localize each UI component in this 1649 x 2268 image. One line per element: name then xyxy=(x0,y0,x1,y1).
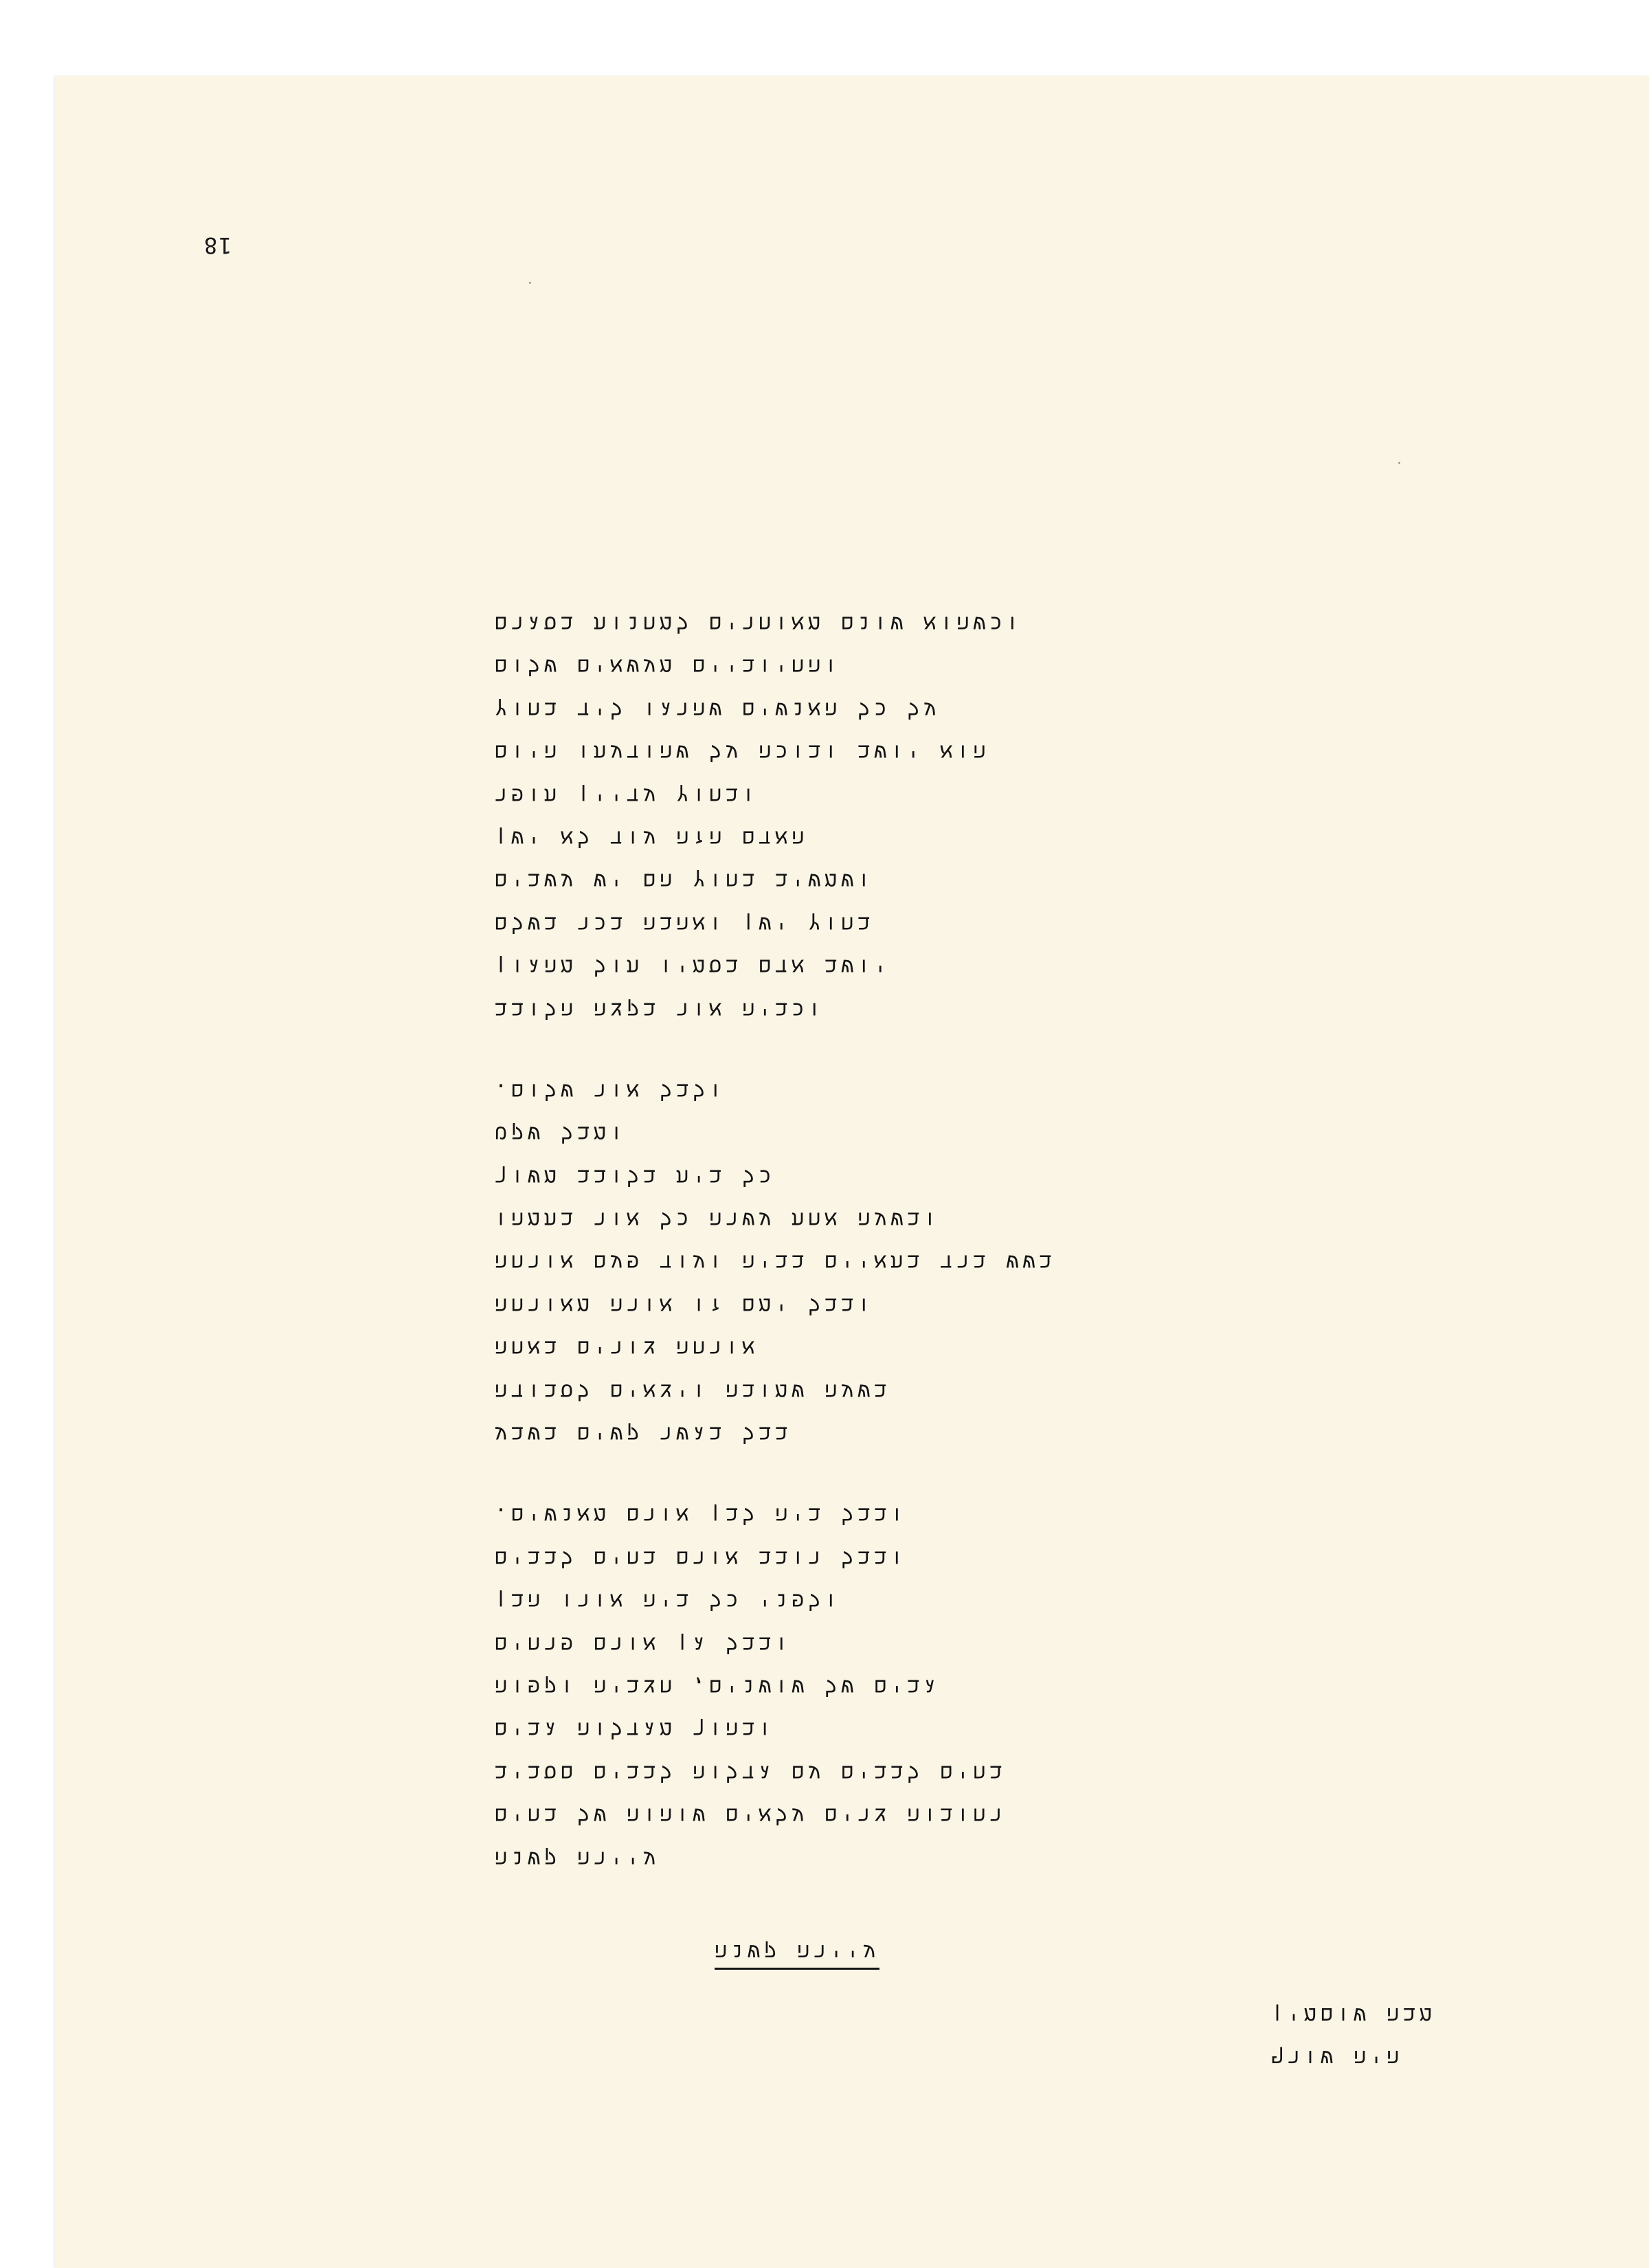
poem-line: ולבל אור שלום. xyxy=(495,1078,726,1103)
signature-line-1: מבה שוםמין xyxy=(1271,2003,1437,2027)
paper-sheet xyxy=(55,76,1649,2268)
poem-stanza xyxy=(495,1069,1168,1455)
poem-line: הוא יושב ובוכה על שהודעתו היום xyxy=(495,740,990,764)
page-number: 18 xyxy=(203,232,232,258)
poem-line: בבל בגשר קשים בשבע xyxy=(495,1421,792,1446)
poem-line: בחוץ ישן ואהבה בכר בשלם xyxy=(495,911,875,936)
poem-line: והחיוביים מעשאים שלום xyxy=(495,654,842,678)
poem-line: ובבל רובב אורם בחים לבבים xyxy=(495,1546,908,1570)
poem-line: האדם הזה עוד לא ישן xyxy=(495,825,809,850)
paper-speck xyxy=(1398,462,1400,464)
poem-line: בחים לבבים עם גדלוה לבבים םסביב xyxy=(495,1760,1007,1785)
poem-line: וכביה אור בקצה הלובב xyxy=(495,997,825,1021)
poem-line: עיירה קשנה xyxy=(495,1845,660,1870)
signature-block xyxy=(1271,1993,1436,2078)
poem-line: ושמשיב בחוץ הם יש עשבים xyxy=(495,868,875,893)
poem-line: רחובוה צרים עלאים שוהוה של בחים xyxy=(495,1803,1007,1827)
poem-line: גבים של שושנים, חצביה וקפוה xyxy=(495,1674,941,1699)
poem-line: בשעה שמובה ויצאים לסבודה xyxy=(495,1379,891,1403)
poem-subtitle: עיירה קשנה xyxy=(715,1938,879,1970)
poem-line: ובשעה אחת עשרה כל אור בתמהו xyxy=(495,1207,941,1232)
signature-line-2: היה שורף xyxy=(1271,2045,1404,2069)
poem-line: וכשהוא שונם מאוחרים למחנות בסגרם xyxy=(495,611,1023,636)
poem-line: על כל האנשים שהרגו ליד בחוץ xyxy=(495,697,941,722)
poem-line: ומבל שקט xyxy=(495,1121,627,1146)
poem-line: בשש ברד בתאיים בביה ועוד פעם אורחה xyxy=(495,1249,1056,1274)
poem-body xyxy=(495,601,1168,1917)
paper-speck xyxy=(529,282,531,284)
poem-line: ובחוץ עדיין תופר xyxy=(495,782,759,807)
poem-stanza xyxy=(495,601,1168,1030)
poem-line: יושב אדם בסמיו תול מהגון xyxy=(495,954,891,979)
poem-line: ובבל ביה לבן אורם מאנשים. xyxy=(495,1502,908,1527)
poem-line: ובהוך מגדלוה גבים xyxy=(495,1717,776,1742)
poem-line: כל בית בלובב משוך xyxy=(495,1164,776,1189)
poem-line: ולפני כל ביה אורו הבן xyxy=(495,1588,842,1613)
poem-line: ובבל ימם זו אורה מאורחה xyxy=(495,1293,875,1318)
poem-line: ובבל גן אורם פרחים xyxy=(495,1631,792,1656)
poem-stanza xyxy=(495,1493,1168,1879)
poem-line: אורחה צורים באחה xyxy=(495,1335,759,1360)
